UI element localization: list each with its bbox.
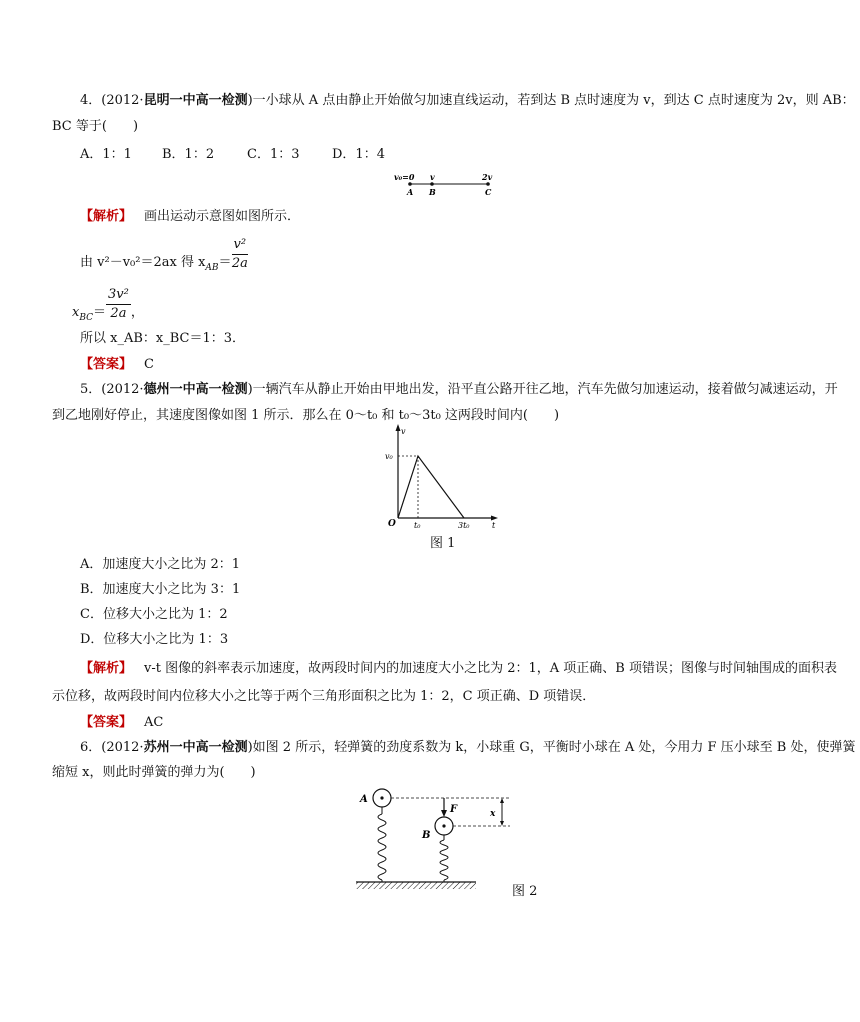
q4-label-b: B (429, 187, 436, 197)
q6-label-b: B (422, 830, 431, 841)
q5-option-c: C．位移大小之比为 1：2 (80, 607, 228, 622)
q6-source: 苏州一中高一检测 (143, 740, 248, 755)
q4-analysis-label: 【解析】 (80, 209, 133, 224)
q6-label-x: x (490, 809, 496, 819)
q6-spring-figure (352, 786, 522, 896)
q5-source: 德州一中高一检测 (143, 382, 248, 397)
q5-tick-3t0: 3t₀ (458, 521, 470, 530)
q4-conclusion: 所以 x_AB：x_BC＝1：3． (80, 331, 246, 346)
q4-stem-line1: 4．(2012·昆明一中高一检测)一小球从 A 点由静止开始做匀加速直线运动，若到达 B 点时速度为 v，到达 C 点时速度为 2v，则 AB： (80, 93, 855, 108)
q5-axis-t: t (492, 521, 496, 530)
q4-label-v: v (430, 172, 435, 182)
q4-answer (80, 356, 154, 374)
q4-stem-text: 一小球从 A 点由静止开始做匀加速直线运动，若到达 B 点时速度为 v，到达 C 点时速度为 2v，则 AB： (252, 93, 855, 108)
q6-figure-caption: 图 2 (512, 884, 538, 899)
q5-axis-v: v (401, 427, 406, 436)
q5-option-a: A．加速度大小之比为 2：1 (80, 557, 241, 572)
q4-label-a: A (407, 187, 414, 197)
q4-option-d: D．1：4 (332, 147, 385, 162)
q6-number: 6． (80, 740, 102, 755)
q5-vt-graph (378, 422, 508, 530)
q4-analysis: 【解析】 画出运动示意图如图所示． (80, 209, 301, 224)
q4-motion-diagram (390, 170, 500, 200)
q5-number: 5． (80, 382, 102, 397)
q6-label-a: A (360, 794, 368, 805)
q4-answer-value: C (144, 357, 154, 372)
q5-tick-t0: t₀ (414, 521, 421, 530)
q5-analysis-label: 【解析】 (80, 661, 133, 676)
q5-analysis-line2: 示位移，故两段时间内位移大小之比等于两个三角形面积之比为 1：2，C 项正确、D 项错误． (52, 689, 596, 704)
q5-option-d: D．位移大小之比为 1：3 (80, 632, 229, 647)
q5-answer (80, 714, 163, 732)
q6-stem-line2: 缩短 x，则此时弹簧的弹力为( ) (52, 765, 256, 780)
q4-stem-line2: BC 等于( ) (52, 119, 139, 134)
q6-stem-line1: 6．(2012·苏州一中高一检测)如图 2 所示，轻弹簧的劲度系数为 k，小球重 G，平衡时小球在 A 处，今用力 F 压小球至 B 处，使弹簧 (80, 740, 856, 755)
q5-option-b: B．加速度大小之比为 3：1 (80, 582, 241, 597)
q5-figure-caption: 图 1 (430, 536, 456, 551)
q4-source: 昆明一中高一检测 (143, 93, 248, 108)
q4-answer-label: 【答案】 (80, 357, 133, 372)
q4-label-v0: v₀=0 (394, 172, 415, 182)
q4-label-2v: 2v (482, 172, 493, 182)
q5-origin: O (388, 519, 396, 529)
q4-equation-2: $x_{BC}=$ $\frac{\text{3v²}}{2a}$ ， (72, 287, 144, 323)
q5-answer-value: AC (144, 715, 164, 730)
q5-answer-label: 【答案】 (80, 715, 133, 730)
q4-label-c: C (485, 187, 492, 197)
q5-tick-v0: v₀ (385, 452, 393, 461)
q4-option-b: B．1：2 (162, 147, 215, 162)
q4-number: 4． (80, 93, 102, 108)
q5-stem-line1: 5．(2012·德州一中高一检测)一辆汽车从静止开始由甲地出发，沿平直公路开往乙地，汽车先做匀加速运动，接着做匀减速运动，开 (80, 382, 838, 397)
q4-option-a: A．1：1 (80, 147, 132, 162)
q6-label-f: F (450, 804, 458, 815)
q5-analysis-line1: 【解析】 v-t 图像的斜率表示加速度，故两段时间内的加速度大小之比为 2：1，A 项正确、B 项错误；图像与时间轴围成的面积表 (80, 661, 837, 676)
q4-option-c: C．1：3 (247, 147, 300, 162)
q5-stem-line2: 到乙地刚好停止，其速度图像如图 1 所示．那么在 0～t₀ 和 t₀～3t₀ 这两段时间内( ) (52, 408, 560, 423)
q4-equation-1: 由 v²－v₀²＝2ax 得 $x_{AB}=$ $\frac{\text{v²}}{2a}$ (80, 237, 248, 273)
